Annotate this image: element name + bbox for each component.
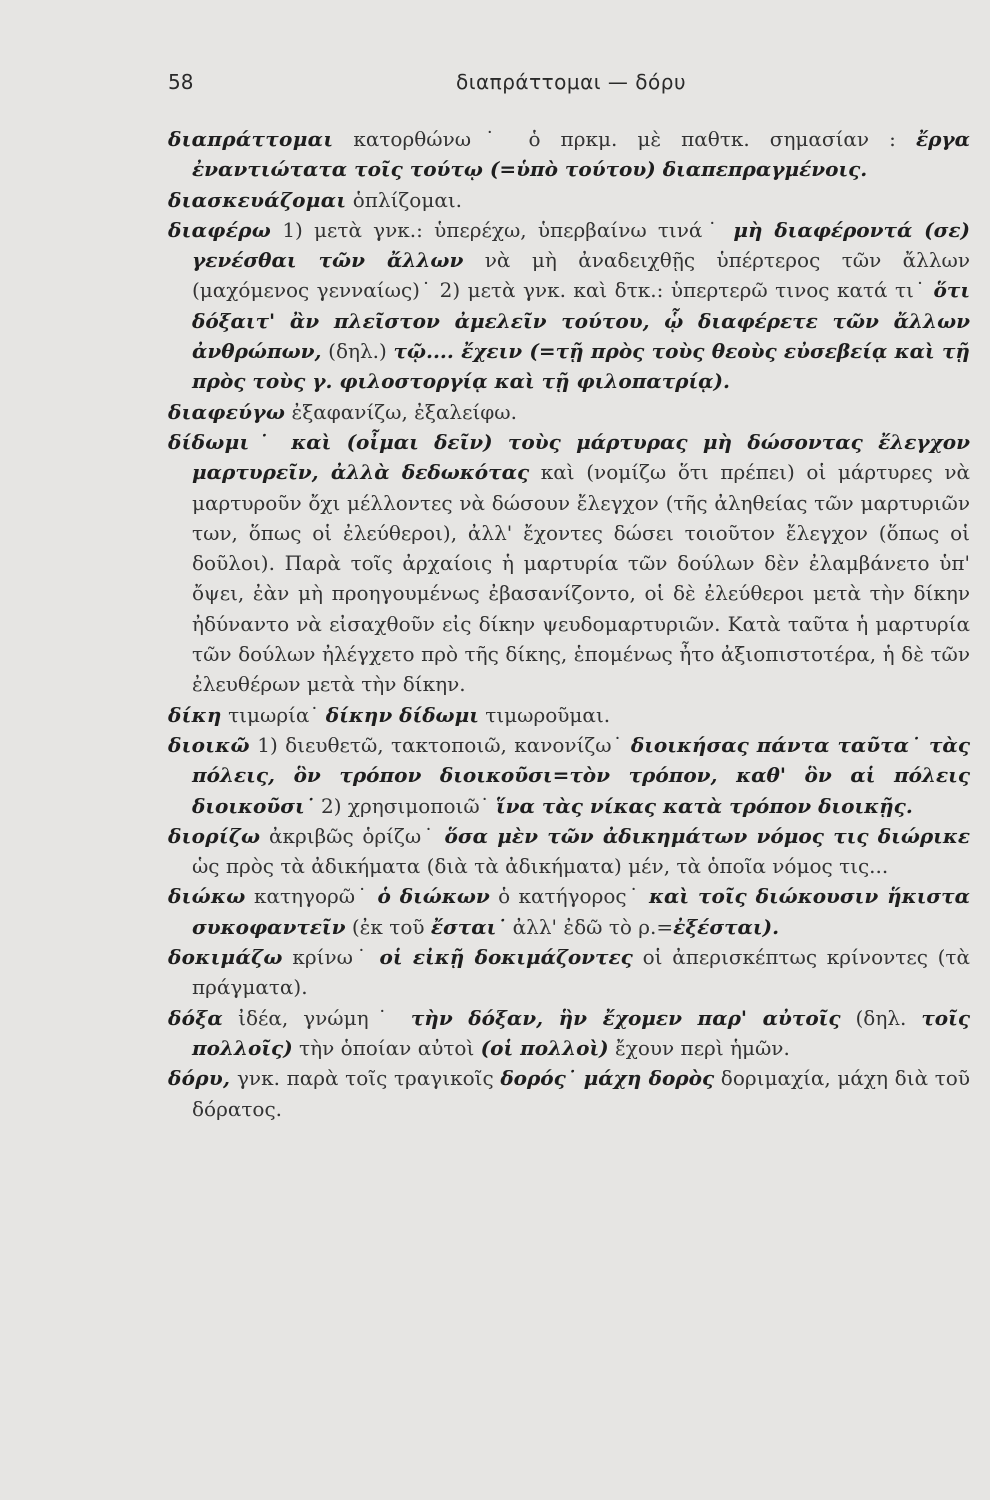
gloss-text: ἔχουν περὶ ἡμῶν. xyxy=(608,1035,790,1060)
example-phrase: τοῖς πολλοῖς) xyxy=(192,1005,970,1060)
example-phrase: τὴν δόξαν, ἣν ἔχομεν παρ' αὐτοῖς xyxy=(410,1005,841,1030)
dictionary-entry xyxy=(168,881,970,942)
gloss-text: καὶ (νομίζω ὅτι πρέπει) οἱ μάρτυρες νὰ μαρτυροῦν ὄχι μέλλοντες νὰ δώσουν ἔλεγχον (τῆς ἀληθείας τῶν μαρτυριῶν των, ὅπως οἱ ἐλεύθεροι), ἀλλ' ἔχοντες δώσει τοιοῦτον ἔλεγχον (ὅπως οἱ δοῦλοι). Παρὰ τοῖς ἀρχαίοις ἡ μαρτυρία τῶν δούλων δὲν ἐλαμβάνετο ὑπ' ὄψει, ἐὰν μὴ προηγουμένως ἐβασανίζοντο, οἱ δὲ ἐλεύθεροι μετὰ τὴν δίκην ἠδύναντο νὰ εἰσαχθοῦν εἰς δίκην ψευδομαρτυριῶν. Κατὰ ταῦτα ἡ μαρτυρία τῶν δούλων ἠλέγχετο πρὸ τῆς δίκης, ἑπομένως ἦτο ἀξιοπιστοτέρα, ἡ δὲ τῶν ἐλευθέρων μετὰ τὴν δίκην. xyxy=(192,460,970,697)
gloss-text: ἰδέα, γνώμη˙ xyxy=(223,1005,411,1030)
example-phrase: διοικήσας πάντα ταῦτα˙ τὰς πόλεις, ὃν τρόπον διοικοῦσι=τὸν τρόπον, καθ' ὃν αἱ πόλεις διοικοῦσι˙ xyxy=(192,732,970,818)
headword: δοκιμάζω xyxy=(168,945,283,970)
dictionary-entry xyxy=(168,124,970,185)
gloss-text: (ἐκ τοῦ xyxy=(345,914,431,939)
gloss-text: ὁπλίζομαι. xyxy=(346,187,463,212)
example-phrase: τῷ.... ἔχειν (=τῇ πρὸς τοὺς θεοὺς εὐσεβείᾳ καὶ τῇ πρὸς τοὺς γ. φιλοστοργίᾳ καὶ τῇ φιλοπατρίᾳ). xyxy=(192,339,970,394)
gloss-text: ὁ κατήγορος˙ xyxy=(489,884,649,909)
example-phrase: ἔργα ἐναντιώτατα τοῖς τούτῳ (=ὑπὸ τούτου) διαπεπραγμένοις. xyxy=(192,127,970,182)
gloss-text: τιμωρία˙ xyxy=(221,702,326,727)
gloss-text: (δηλ. xyxy=(840,1005,922,1030)
page-header xyxy=(168,70,974,104)
gloss-text: τὴν ὁποίαν αὐτοὶ xyxy=(292,1035,481,1060)
gloss-text xyxy=(277,430,292,454)
gloss-text: κρίνω˙ xyxy=(282,945,380,970)
headword: διασκευάζομαι xyxy=(168,187,347,212)
headword: δίκη xyxy=(168,702,222,727)
example-phrase: ἔσται˙ xyxy=(430,914,507,939)
example-phrase: δορός˙ μάχη δορὸς xyxy=(500,1066,715,1091)
example-phrase: ἵνα τὰς νίκας κατὰ τρόπον διοικῇς. xyxy=(496,793,913,818)
gloss-text: τιμωροῦμαι. xyxy=(478,702,611,727)
example-phrase: οἱ εἰκῇ δοκιμάζοντες xyxy=(379,945,633,970)
dictionary-entry xyxy=(168,942,970,1003)
dictionary-entry xyxy=(168,397,970,427)
example-phrase: ὅσα μὲν τῶν ἀδικημάτων νόμος τις διώρικε xyxy=(444,823,970,848)
gloss-text: κατηγορῶ˙ xyxy=(245,884,378,909)
example-phrase: ὁ διώκων xyxy=(377,884,490,909)
dictionary-body xyxy=(168,124,970,1124)
dictionary-entry xyxy=(168,1063,970,1124)
gloss-text: δοριμαχία, μάχη διὰ τοῦ δόρατος. xyxy=(192,1066,970,1121)
headword: δίδωμι˙ xyxy=(168,429,277,454)
example-phrase: ὅτι δόξαιτ' ἂν πλεῖστον ἀμελεῖν τούτου, ᾧ διαφέρετε τῶν ἄλλων ἀνθρώπων, xyxy=(192,278,970,364)
gloss-text: νὰ μὴ ἀναδειχθῇς ὑπέρτερος τῶν ἄλλων (μαχόμενος γενναίως)˙ 2) μετὰ γνκ. καὶ δτκ.: ὑπερτερῶ τινος κατά τι˙ xyxy=(192,248,970,303)
dictionary-entry xyxy=(168,821,970,882)
headword: διορίζω xyxy=(168,823,261,848)
headword: διαφέρω xyxy=(168,217,272,242)
gloss-text: ἐξαφανίζω, ἐξαλείφω. xyxy=(285,399,517,424)
gloss-text: 1) διευθετῶ, τακτοποιῶ, κανονίζω˙ xyxy=(249,732,631,757)
headword: διοικῶ xyxy=(168,732,250,757)
headword: δόρυ, xyxy=(168,1066,231,1091)
dictionary-entry xyxy=(168,185,970,215)
running-head: διαπράττομαι — δόρυ xyxy=(455,70,687,94)
headword: δόξα xyxy=(168,1005,224,1030)
gloss-text: (δηλ.) xyxy=(321,339,394,364)
gloss-text: ἀκριβῶς ὁρίζω˙ xyxy=(260,823,445,848)
dictionary-entry xyxy=(168,730,970,821)
example-phrase: μὴ διαφέροντά (σε) γενέσθαι τῶν ἄλλων xyxy=(192,217,970,273)
headword: διαπράττομαι xyxy=(168,127,334,151)
gloss-text: κατορθώνω˙ ὁ πρκμ. μὲ παθτκ. σημασίαν : xyxy=(333,127,916,151)
gloss-text: 1) μετὰ γνκ.: ὑπερέχω, ὑπερβαίνω τινά˙ xyxy=(271,217,734,242)
dictionary-entry xyxy=(168,215,970,397)
gloss-text: 2) χρησιμοποιῶ˙ xyxy=(314,793,496,818)
example-phrase: (οἱ πολλοὶ) xyxy=(480,1035,609,1060)
gloss-text: γνκ. παρὰ τοῖς τραγικοῖς xyxy=(230,1066,501,1091)
dictionary-entry xyxy=(168,1003,970,1064)
example-phrase: ἐξέσται). xyxy=(673,914,780,939)
example-phrase: δίκην δίδωμι xyxy=(325,702,479,727)
page-number: 58 xyxy=(168,70,194,94)
example-phrase: καὶ (οἶμαι δεῖν) τοὺς μάρτυρας μὴ δώσοντας ἔλεγχον μαρτυρεῖν, ἀλλὰ δεδωκότας xyxy=(192,429,970,485)
example-phrase: καὶ τοῖς διώκουσιν ἥκιστα συκοφαντεῖν xyxy=(192,884,970,939)
gloss-text: οἱ ἀπερισκέπτως κρίνοντες (τὰ πράγματα). xyxy=(192,945,971,1000)
headword: διώκω xyxy=(168,884,246,909)
dictionary-entry xyxy=(168,700,970,730)
gloss-text: ἀλλ' ἐδῶ τὸ ρ.= xyxy=(506,914,674,939)
dictionary-entry xyxy=(168,427,970,700)
headword: διαφεύγω xyxy=(168,399,286,424)
gloss-text: ὡς πρὸς τὰ ἀδικήματα (διὰ τὰ ἀδικήματα) μέν, τὰ ὁποῖα νόμος τις... xyxy=(192,854,889,879)
